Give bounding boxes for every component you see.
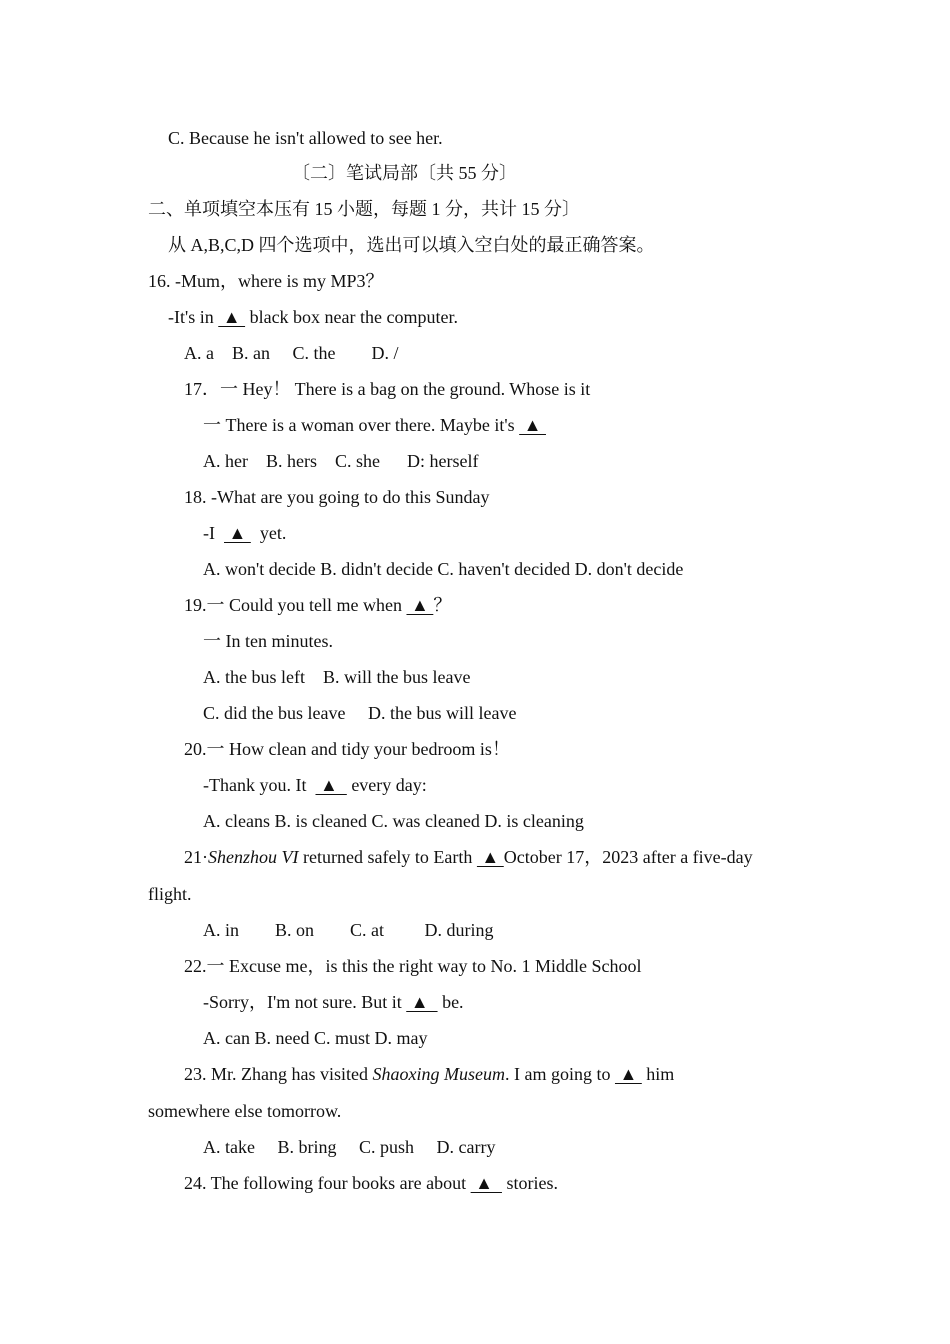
q20-options: A. cleans B. is cleaned C. was cleaned D. is cleaning — [203, 811, 584, 831]
q18-stem: 18. -What are you going to do this Sunday — [184, 487, 490, 507]
q16-options: A. a B. an C. the D. / — [184, 343, 399, 363]
q20-stem: 20.一 How clean and tidy your bedroom is！ — [184, 739, 510, 759]
q15-option-c: C. Because he isn't allowed to see her. — [168, 128, 443, 148]
q23-stem-mid: . I am going to — [504, 1064, 615, 1084]
section-title: 〔二〕笔试局部〔共 55 分〕 — [292, 163, 517, 183]
q17-options: A. her B. hers C. she D: herself — [203, 451, 479, 471]
q16-reply — [168, 306, 458, 328]
q19-options-row2: C. did the bus leave D. the bus will leave — [203, 703, 517, 723]
q24-answer-blank: ▲ — [470, 1173, 502, 1193]
q17-reply — [203, 414, 546, 436]
q21-number: 21· — [184, 847, 208, 867]
q16-answer-blank: ▲ — [218, 307, 246, 327]
q23-museum-name: Shaoxing Museum — [372, 1064, 505, 1084]
q19-stem-pre: 19.一 Could you tell me when — [184, 595, 407, 615]
q19-options-row1: A. the bus left B. will the bus leave — [203, 667, 471, 687]
q18-answer-blank: ▲ — [224, 523, 251, 543]
q16-stem: 16. -Mum，where is my MP3？ — [148, 271, 384, 291]
part2-instruction: 从 A,B,C,D 四个选项中，选出可以填入空白处的最正确答案。 — [168, 235, 655, 255]
q23-continuation: somewhere else tomorrow. — [148, 1101, 342, 1121]
q23-answer-blank: ▲ — [614, 1064, 642, 1084]
q20-reply — [203, 774, 427, 796]
q19-reply: 一 In ten minutes. — [203, 631, 333, 651]
q22-reply — [203, 991, 464, 1013]
q16-reply-pre: -It's in — [168, 307, 219, 327]
q24-stem — [184, 1172, 558, 1194]
q22-answer-blank: ▲ — [406, 992, 438, 1012]
q16-reply-post: black box near the computer. — [245, 307, 459, 327]
q22-reply-post: be. — [437, 992, 464, 1012]
q20-answer-blank: ▲ — [315, 775, 347, 795]
q23-stem-pre: 23. Mr. Zhang has visited — [184, 1064, 373, 1084]
q17-stem: 17．一 Hey！ There is a bag on the ground. Whose is it — [184, 379, 591, 399]
q18-reply-pre: -I — [203, 523, 224, 543]
q21-continuation: flight. — [148, 884, 192, 904]
q18-options: A. won't decide B. didn't decide C. haven't decided D. don't decide — [203, 559, 684, 579]
q23-options: A. take B. bring C. push D. carry — [203, 1137, 496, 1157]
q23-stem — [184, 1063, 674, 1085]
q23-stem-post: him — [641, 1064, 675, 1084]
q24-stem-pre: 24. The following four books are about — [184, 1173, 471, 1193]
q21-answer-blank: ▲ — [476, 847, 504, 867]
q17-answer-blank: ▲ — [519, 415, 546, 435]
q21-options: A. in B. on C. at D. during — [203, 920, 494, 940]
q22-stem: 22.一 Excuse me，is this the right way to No. 1 Middle School — [184, 956, 642, 976]
q19-stem-post: ？ — [433, 595, 452, 615]
q21-stem — [184, 846, 753, 868]
q20-reply-pre: -Thank you. It — [203, 775, 316, 795]
q18-reply-post: yet. — [250, 523, 287, 543]
q22-reply-pre: -Sorry，I'm not sure. But it — [203, 992, 407, 1012]
q21-stem-post: October 17，2023 after a five-day — [503, 847, 753, 867]
q21-stem-mid: returned safely to Earth — [298, 847, 477, 867]
q24-stem-post: stories. — [501, 1173, 558, 1193]
q21-spacecraft-name: Shenzhou VI — [208, 847, 299, 867]
part2-heading: 二、单项填空本压有 15 小题，每题 1 分，共计 15 分〕 — [148, 199, 580, 219]
q19-stem — [184, 594, 451, 616]
q22-options: A. can B. need C. must D. may — [203, 1028, 428, 1048]
q19-answer-blank: ▲ — [406, 595, 434, 615]
q18-reply — [203, 522, 286, 544]
q20-reply-post: every day: — [346, 775, 427, 795]
q17-reply-pre: 一 There is a woman over there. Maybe it's — [203, 415, 520, 435]
